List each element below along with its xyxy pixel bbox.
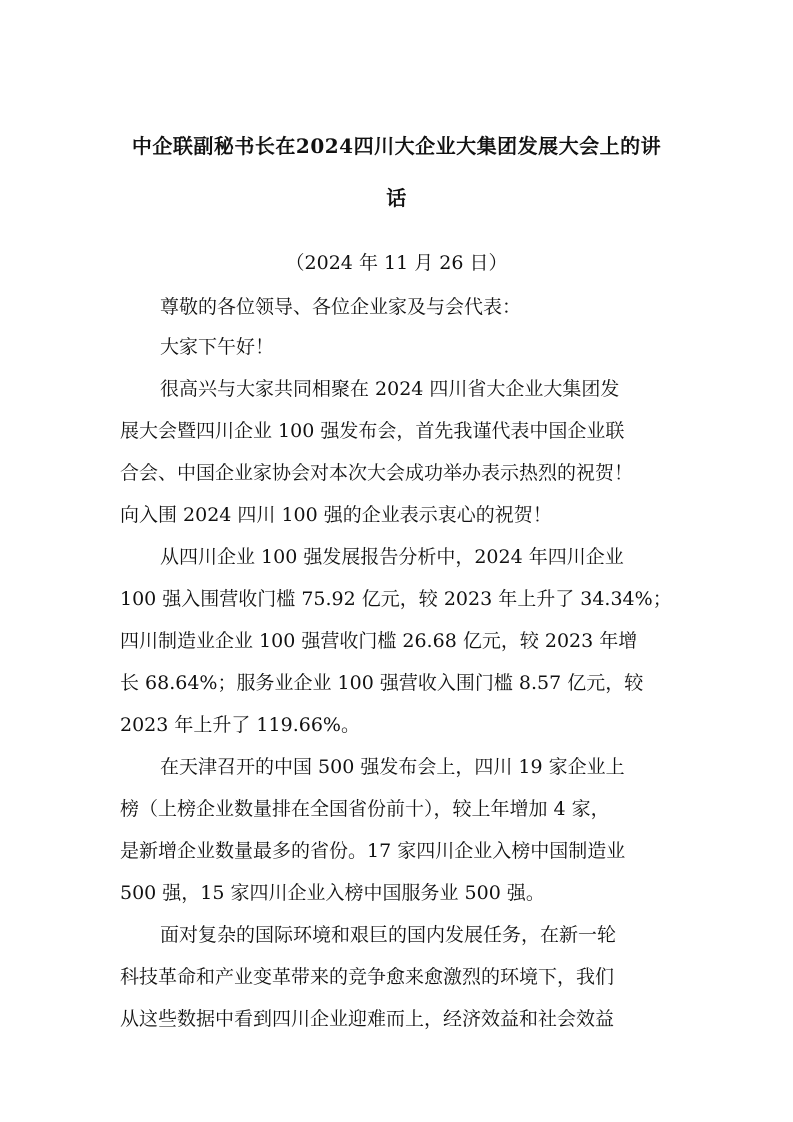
body-line: 在天津召开的中国 500 强发布会上，四川 19 家企业上	[160, 756, 625, 778]
document-title-line-2: 话	[386, 186, 407, 210]
body-line: 2023 年上升了 119.66%。	[120, 714, 360, 736]
body-line: 向入围 2024 四川 100 强的企业表示衷心的祝贺！	[120, 504, 552, 526]
body-line: 从四川企业 100 强发展报告分析中，2024 年四川企业	[160, 546, 624, 568]
body-line: 榜（上榜企业数量排在全国省份前十），较上年增加 4 家，	[120, 798, 610, 820]
greeting: 大家下午好！	[160, 336, 275, 358]
document-date: （2024 年 11 月 26 日）	[285, 252, 508, 274]
body-line: 很高兴与大家共同相聚在 2024 四川省大企业大集团发	[160, 378, 620, 400]
body-line: 面对复杂的国际环境和艰巨的国内发展任务，在新一轮	[160, 924, 617, 946]
body-line: 展大会暨四川企业 100 强发布会，首先我谨代表中国企业联	[120, 420, 625, 442]
body-line: 从这些数据中看到四川企业迎难而上，经济效益和社会效益	[120, 1008, 615, 1030]
body-line: 长 68.64%；服务业企业 100 强营收入围门槛 8.57 亿元，较	[120, 672, 644, 694]
body-line: 是新增企业数量最多的省份。17 家四川企业入榜中国制造业	[120, 840, 626, 862]
document-title-line-1: 中企联副秘书长在2024四川大企业大集团发展大会上的讲	[131, 134, 662, 158]
body-line: 合会、中国企业家协会对本次大会成功举办表示热烈的祝贺！	[120, 462, 634, 484]
body-line: 科技革命和产业变革带来的竞争愈来愈激烈的环境下，我们	[120, 966, 615, 988]
salutation: 尊敬的各位领导、各位企业家及与会代表：	[160, 296, 522, 318]
body-line: 500 强，15 家四川企业入榜中国服务业 500 强。	[120, 882, 545, 904]
body-line: 100 强入围营收门槛 75.92 亿元，较 2023 年上升了 34.34%；	[120, 588, 672, 610]
body-line: 四川制造业企业 100 强营收门槛 26.68 亿元，较 2023 年增	[120, 630, 638, 652]
